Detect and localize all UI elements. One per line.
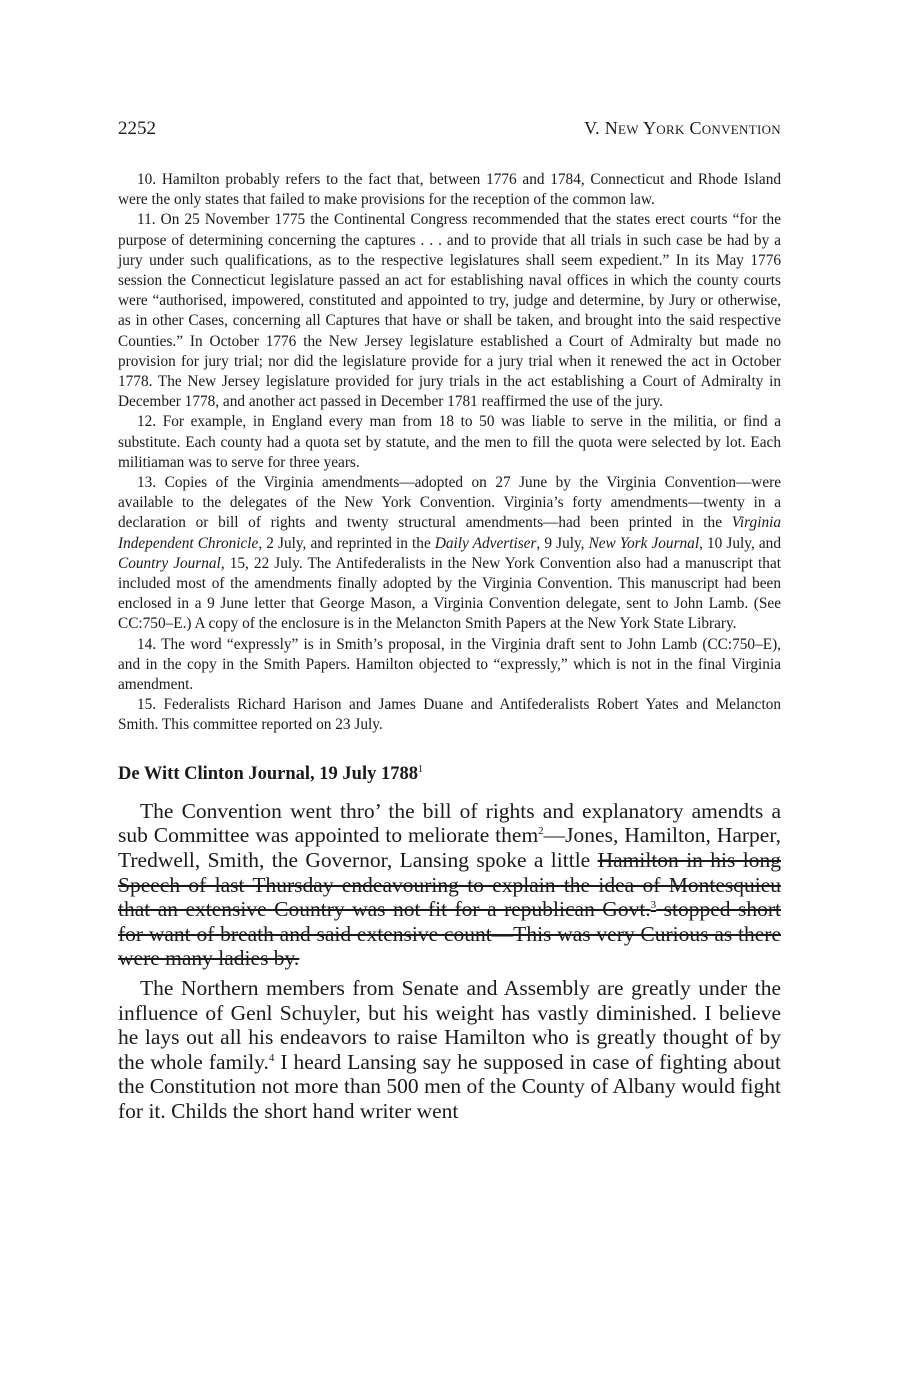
note-13: 13. Copies of the Virginia amendments—adopted on 27 June by the Virginia Convention—were available to the delegates of the New York Convention. Virginia’s forty amendments—twenty in a declaration or bill of rights and twenty structural amendments—had been printed in the Virginia Independent Chronicle, 2 July, and reprinted in the Daily Advertiser, 9 July, New York Journal, 10 July, and Country Journal, 15, 22 July. The Antifederalists in the New York Convention also had a manuscript that included most of the amendments finally adopted by the Virginia Convention. This manuscript had been enclosed in a 9 June letter that George Mason, a Virginia Convention delegate, sent to John Lamb. (See CC:750–E.) A copy of the enclosure is in the Melancton Smith Papers at the New York State Library. bbox=[118, 474, 781, 633]
document-title: De Witt Clinton Journal, 19 July 1788$^1$ bbox=[118, 763, 423, 784]
footnote-ref-3: 3 bbox=[650, 899, 657, 912]
citation-virginia-independent-chronicle: Virginia Independent Chronicle bbox=[118, 514, 781, 552]
footnote-ref-2: 2 bbox=[538, 825, 544, 838]
document-body bbox=[118, 799, 781, 1124]
page bbox=[118, 118, 781, 1129]
paragraph-1: The Convention went thro’ the bill of rights and explanatory amendts a sub Committee was appointed to meliorate them$^2$—Jones, Hamilton, Harper, Tredwell, Smith, the Governor, Lansing spoke a little Hamilton in his long Speech of last Thursday endeavouring to explain the idea of Montesquieu that an extensive Country was not fit for a republican Govt.$^3$ stopped short for want of breath and said extensive count—This was very Curious as there were many ladies by. bbox=[118, 798, 782, 971]
section-title: V. New York Convention bbox=[584, 118, 781, 138]
footnote-ref-1: 1 bbox=[417, 763, 423, 775]
note-12: 12. For example, in England every man from 18 to 50 was liable to serve in the militia, or find a substitute. Each county had a quota set by statute, and the men to fill the quota were selected by lot. Each militiaman was to serve for three years. bbox=[118, 413, 781, 471]
running-head bbox=[118, 118, 781, 158]
page-number: 2252 bbox=[118, 118, 156, 139]
note-14: 14. The word “expressly” is in Smith’s proposal, in the Virginia draft sent to John Lamb (CC:750–E), and in the copy in the Smith Papers. Hamilton objected to “expressly,” which is not in the final Virginia amendment. bbox=[118, 635, 781, 694]
note-15: 15. Federalists Richard Harison and James Duane and Antifederalists Robert Yates and Melancton Smith. This committee reported on 23 July. bbox=[118, 696, 781, 734]
paragraph-2: The Northern members from Senate and Assembly are greatly under the influence of Genl Schuyler, but his weight has vastly diminished. I believe he lays out all his endeavors to raise Hamilton who is greatly thought of by the whole family.$^4$ I heard Lansing say he supposed in case of fighting about the Constitution not more than 500 men of the County of Albany would fight for it. Childs the short hand writer went bbox=[118, 976, 781, 1123]
citation-daily-advertiser: Daily Advertiser bbox=[434, 534, 537, 552]
note-11: 11. On 25 November 1775 the Continental Congress recommended that the states erect courts “for the purpose of determining concerning the captures . . . and to provide that all trials in such case be had by a jury under such qualifications, as to the respective legislatures shall seem expedient.” In its May 1776 session the Connecticut legislature passed an act for establishing naval offices in which the county courts were “authorised, impowered, constituted and appointed to try, judge and determine, by Jury or otherwise, as in other Cases, concerning all Captures that have or shall be taken, and brought into the said respective Counties.” In October 1776 the New Jersey legislature established a Court of Admiralty but made no provision for jury trial; nor did the legislature provide for a jury trial when it renewed the act in October 1778. The New Jersey legislature provided for jury trials in the act establishing a Court of Admiralty in December 1778, and another act passed in December 1781 reaffirmed the use of the jury. bbox=[118, 211, 781, 411]
footnote-ref-4: 4 bbox=[268, 1051, 275, 1064]
endnotes bbox=[118, 170, 781, 736]
struck-text: Hamilton in his long Speech of last Thursday endeavouring to explain the idea of Montesquieu that an extensive Country was not fit for a republican Govt.$^3$ stopped short for want of breath and said extensive count—This was very Curious as there were many ladies by. bbox=[118, 848, 782, 971]
citation-new-york-journal: New York Journal bbox=[588, 534, 700, 552]
citation-country-journal: Country Journal bbox=[118, 554, 221, 572]
note-10: 10. Hamilton probably refers to the fact that, between 1776 and 1784, Connecticut and Rhode Island were the only states that failed to make provisions for the reception of the common law. bbox=[118, 171, 781, 209]
